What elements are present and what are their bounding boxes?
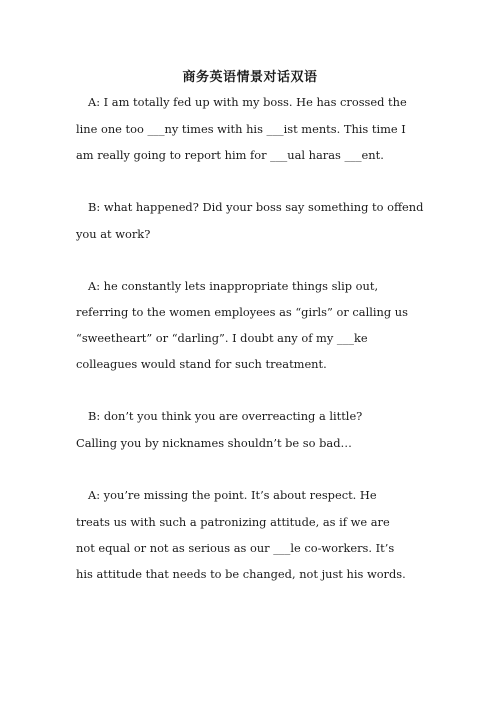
document-title: 商务英语情景对话双语: [182, 70, 318, 85]
paragraph-1-line-3: am really going to report him for ___ual haras ___ent.: [76, 148, 384, 162]
paragraph-3-line-1: A: he constantly lets inappropriate things slip out,: [88, 279, 379, 293]
paragraph-5-line-2: treats us with such a patronizing attitude, as if we are: [76, 515, 390, 529]
paragraph-2-line-2: you at work?: [76, 227, 151, 241]
paragraph-1-line-2: line one too ___ny times with his ___ist ments. This time I: [76, 122, 406, 136]
paragraph-5-line-3: not equal or not as serious as our ___le co-workers. It’s: [76, 541, 395, 555]
paragraph-3-line-2: referring to the women employees as “girls” or calling us: [76, 305, 408, 319]
paragraph-5-line-4: his attitude that needs to be changed, not just his words.: [76, 567, 406, 581]
paragraph-3-line-4: colleagues would stand for such treatment.: [76, 357, 327, 371]
paragraph-2-line-1: B: what happened? Did your boss say something to offend: [88, 200, 424, 214]
paragraph-1-line-1: A: I am totally fed up with my boss. He has crossed the: [88, 95, 407, 109]
paragraph-3-line-3: “sweetheart” or “darling”. I doubt any of my ___ke: [76, 331, 368, 345]
paragraph-5-line-1: A: you’re missing the point. It’s about respect. He: [88, 488, 377, 502]
paragraph-4-line-1: B: don’t you think you are overreacting a little?: [88, 409, 363, 423]
paragraph-4-line-2: Calling you by nicknames shouldn’t be so bad…: [76, 436, 352, 450]
